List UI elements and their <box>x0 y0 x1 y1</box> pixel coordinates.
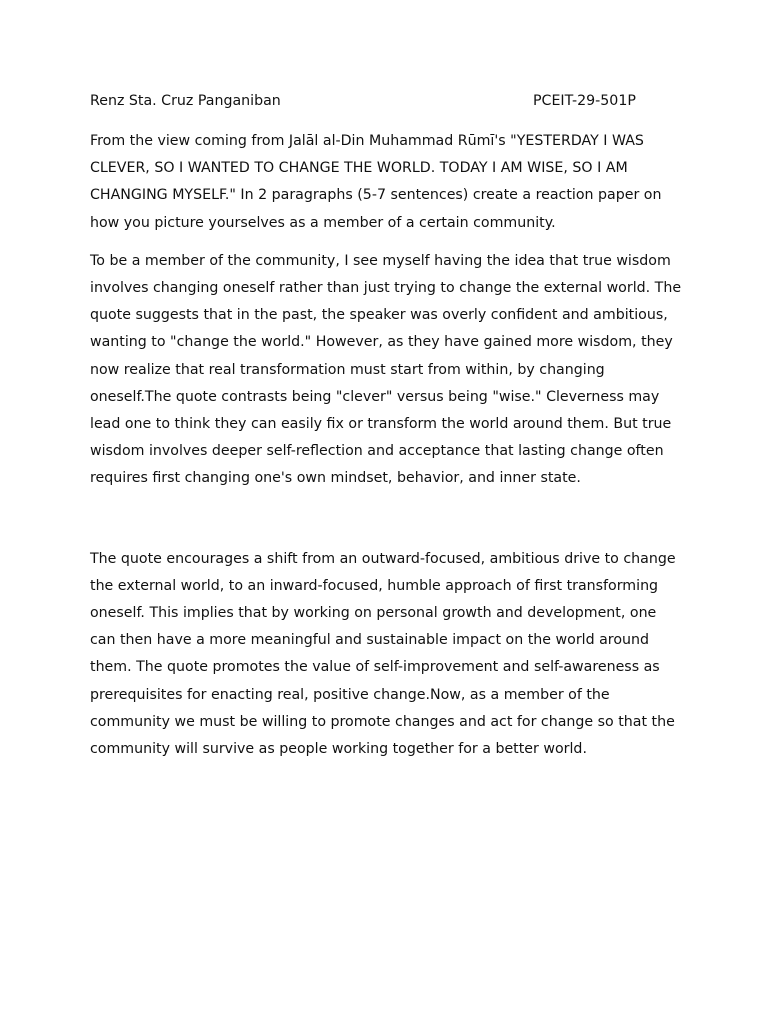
reaction-paragraph-2: The quote encourages a shift from an outward-focused, ambitious drive to change the external world, to an inward-focused, humble approach of first transforming oneself. This implies that by working on personal growth and development, one can then have a more meaningful and sustainable impact on the world around them. The quote promotes the value of self-improvement and self-awareness as prerequisites for enacting real, positive change.Now, as a member of the community we must be willing to promote changes and act for change so that the community will survive as people working together for a better world. <box>90 550 676 758</box>
author-name: Renz Sta. Cruz Panganiban <box>90 93 281 109</box>
document-body <box>90 128 684 763</box>
assignment-prompt: From the view coming from Jalāl al-Din Muhammad Rūmī's "YESTERDAY I WAS CLEVER, SO I WANTED TO CHANGE THE WORLD. TODAY I AM WISE, SO I AM CHANGING MYSELF." In 2 paragraphs (5-7 sentences) create a reaction paper on how you picture yourselves as a member of a certain community. <box>90 133 662 231</box>
reaction-paragraph-1: To be a member of the community, I see myself having the idea that true wisdom involves changing oneself rather than just trying to change the external world. The quote suggests that in the past, the speaker was overly confident and ambitious, wanting to "change the world." However, as they have gained more wisdom, they now realize that real transformation must start from within, by changing oneself.The quote contrasts being "clever" versus being "wise." Cleverness may lead one to think they can easily fix or transform the world around them. But true wisdom involves deeper self-reflection and acceptance that lasting change often requires first changing one's own mindset, behavior, and inner state. <box>90 252 682 487</box>
document-header <box>90 90 680 112</box>
section-code: PCEIT-29-501P <box>533 93 636 109</box>
